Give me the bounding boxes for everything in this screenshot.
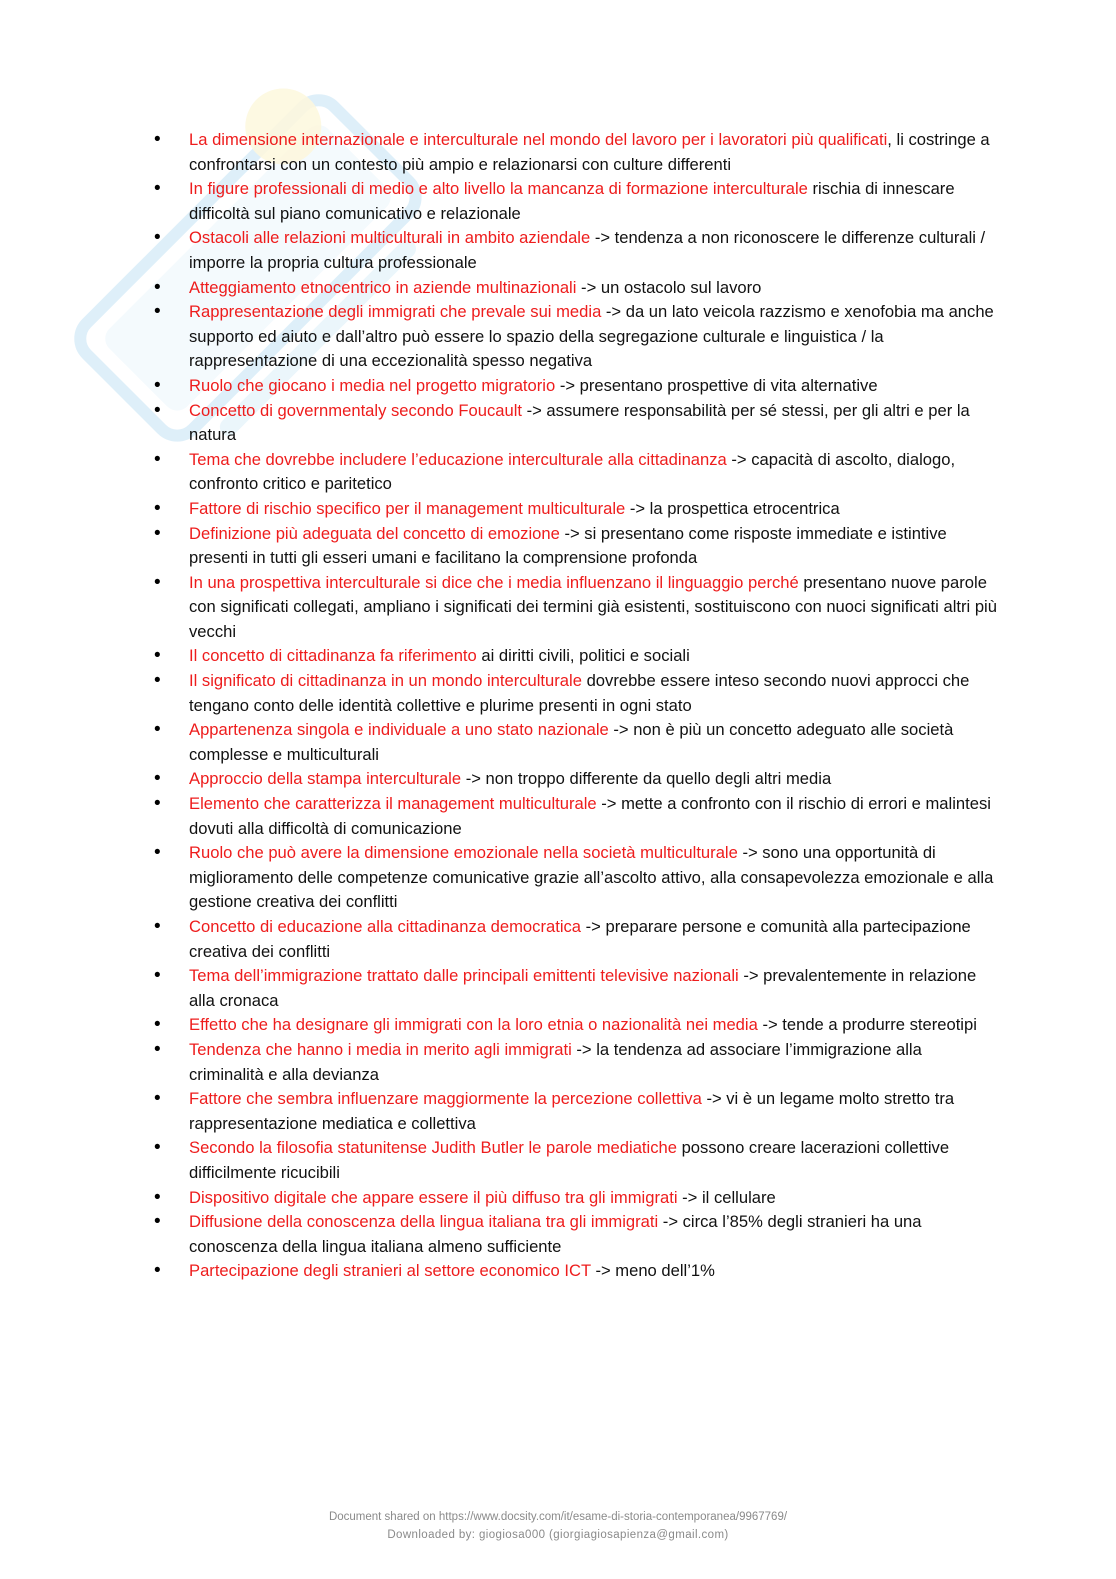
list-item bbox=[150, 718, 1000, 767]
item-answer: rischia di innescare difficoltà sul piano comunicativo e relazionale bbox=[189, 179, 955, 223]
item-question: Appartenenza singola e individuale a uno stato nazionale bbox=[189, 720, 609, 740]
bullet-list bbox=[150, 128, 1000, 1284]
item-answer: -> il cellulare bbox=[677, 1187, 776, 1207]
item-answer: , li costringe a confrontarsi con un contesto più ampio e relazionarsi con culture differenti bbox=[189, 130, 990, 174]
item-answer: -> da un lato veicola razzismo e xenofobia ma anche supporto ed aiuto e dall’altro può essere lo spazio della segregazione culturale e linguistica / la rappresentazione di una eccezionalità spesso negativa bbox=[189, 302, 994, 371]
item-question: La dimensione internazionale e interculturale nel mondo del lavoro per i lavoratori più qualificati bbox=[189, 130, 888, 149]
list-item bbox=[150, 1210, 1000, 1259]
item-answer: -> un ostacolo sul lavoro bbox=[576, 277, 762, 297]
list-item bbox=[150, 276, 1000, 301]
list-item bbox=[150, 1038, 1000, 1087]
item-question: Ruolo che può avere la dimensione emozionale nella società multiculturale bbox=[189, 843, 738, 863]
item-answer: -> la prospettica etrocentrica bbox=[625, 498, 840, 518]
item-question: Tendenza che hanno i media in merito agli immigrati bbox=[189, 1039, 572, 1059]
item-question: Il significato di cittadinanza in un mondo interculturale bbox=[189, 671, 582, 691]
item-answer: -> presentano prospettive di vita alternative bbox=[555, 375, 878, 395]
item-answer: -> capacità di ascolto, dialogo, confronto critico e paritetico bbox=[189, 449, 956, 494]
item-question: Concetto di educazione alla cittadinanza democratica bbox=[189, 917, 582, 936]
item-question: Effetto che ha designare gli immigrati con la loro etnia o nazionalità nei media bbox=[189, 1015, 758, 1035]
list-item bbox=[150, 767, 1000, 792]
item-question: Dispositivo digitale che appare essere il più diffuso tra gli immigrati bbox=[189, 1187, 678, 1207]
item-answer: -> non è più un concetto adeguato alle società complesse e multiculturali bbox=[189, 720, 954, 764]
item-question: Fattore di rischio specifico per il management multiculturale bbox=[189, 498, 626, 518]
item-answer: -> preparare persone e comunità alla partecipazione creativa dei conflitti bbox=[189, 917, 971, 961]
item-answer: -> assumere responsabilità per sé stessi, per gli altri e per la natura bbox=[189, 400, 970, 445]
list-item bbox=[150, 841, 1000, 915]
item-question: Approccio della stampa interculturale bbox=[189, 769, 462, 789]
item-question: Secondo la filosofia statunitense Judith Butler le parole mediatiche bbox=[189, 1138, 677, 1158]
list-item bbox=[150, 300, 1000, 374]
list-item bbox=[150, 226, 1000, 275]
item-question: Il concetto di cittadinanza fa riferimento bbox=[189, 646, 477, 666]
list-item bbox=[150, 571, 1000, 645]
list-item bbox=[150, 669, 1000, 718]
item-question: Partecipazione degli stranieri al settore economico ICT bbox=[189, 1261, 591, 1281]
item-question: Atteggiamento etnocentrico in aziende multinazionali bbox=[189, 277, 577, 297]
item-question: Tema che dovrebbe includere l’educazione interculturale alla cittadinanza bbox=[189, 449, 727, 469]
item-answer: -> meno dell’1% bbox=[590, 1261, 715, 1281]
list-item bbox=[150, 128, 1000, 177]
item-answer: -> circa l’85% degli stranieri ha una conoscenza della lingua italiana almeno sufficiente bbox=[189, 1212, 922, 1256]
item-question: Elemento che caratterizza il management multiculturale bbox=[189, 794, 597, 814]
list-item bbox=[150, 1013, 1000, 1038]
item-answer: -> la tendenza ad associare l’immigrazione alla criminalità e alla devianza bbox=[189, 1039, 922, 1084]
list-item bbox=[150, 1259, 1000, 1284]
item-question: Rappresentazione degli immigrati che prevale sui media bbox=[189, 302, 602, 322]
item-question: In figure professionali di medio e alto livello la mancanza di formazione interculturale bbox=[189, 179, 808, 199]
list-item bbox=[150, 1186, 1000, 1211]
item-question: Definizione più adeguata del concetto di emozione bbox=[189, 523, 560, 543]
list-item bbox=[150, 522, 1000, 571]
item-answer: -> non troppo differente da quello degli altri media bbox=[461, 769, 832, 789]
list-item bbox=[150, 964, 1000, 1013]
list-item bbox=[150, 399, 1000, 448]
item-answer: possono creare lacerazioni collettive difficilmente ricucibili bbox=[189, 1138, 950, 1182]
item-answer: -> sono una opportunità di miglioramento delle competenze comunicative grazie all’ascolto attivo, alla consapevolezza emozionale e alla gestione creativa dei conflitti bbox=[189, 843, 994, 912]
item-answer: -> tendenza a non riconoscere le differenze culturali / imporre la propria cultura professionale bbox=[189, 228, 986, 272]
list-item bbox=[150, 644, 1000, 669]
footer-shared-link[interactable]: Document shared on https://www.docsity.com/it/esame-di-storia-contemporanea/9967769/ bbox=[328, 1511, 788, 1523]
item-answer: ai diritti civili, politici e sociali bbox=[476, 646, 690, 666]
item-answer: dovrebbe essere inteso secondo nuovi approcci che tengano conto delle identità collettive e plurime presenti in ogni stato bbox=[189, 671, 970, 715]
item-answer: -> vi è un legame molto stretto tra rappresentazione mediatica e collettiva bbox=[189, 1089, 955, 1133]
item-question: Ostacoli alle relazioni multiculturali in ambito aziendale bbox=[189, 228, 591, 248]
list-item bbox=[150, 1087, 1000, 1136]
footer-downloaded-by: Downloaded by: giogiosa000 (giorgiagiosapienza@gmail.com) bbox=[387, 1529, 729, 1541]
list-item bbox=[150, 374, 1000, 399]
list-item bbox=[150, 177, 1000, 226]
item-answer: -> si presentano come risposte immediate e istintive presenti in tutti gli esseri umani e facilitano la comprensione profonda bbox=[189, 523, 947, 568]
item-question: Ruolo che giocano i media nel progetto migratorio bbox=[189, 375, 556, 395]
list-item bbox=[150, 1136, 1000, 1185]
item-answer: presentano nuove parole con significati collegati, ampliano i significati dei termini già esistenti, sostituiscono con nuoci significati altri più vecchi bbox=[189, 572, 997, 641]
list-item bbox=[150, 792, 1000, 841]
item-question: Tema dell’immigrazione trattato dalle principali emittenti televisive nazionali bbox=[189, 966, 739, 986]
list-item bbox=[150, 915, 1000, 964]
item-answer: -> prevalentemente in relazione alla cronaca bbox=[189, 966, 977, 1010]
list-item bbox=[150, 497, 1000, 522]
item-question: Fattore che sembra influenzare maggiormente la percezione collettiva bbox=[189, 1089, 702, 1109]
item-question: Diffusione della conoscenza della lingua italiana tra gli immigrati bbox=[189, 1212, 659, 1232]
item-question: Concetto di governmentaly secondo Foucault bbox=[189, 400, 522, 420]
item-answer: -> mette a confronto con il rischio di errori e malintesi dovuti alla difficoltà di comunicazione bbox=[189, 794, 991, 838]
item-answer: -> tende a produrre stereotipi bbox=[757, 1015, 977, 1035]
list-item bbox=[150, 448, 1000, 497]
item-question: In una prospettiva interculturale si dice che i media influenzano il linguaggio perché bbox=[189, 572, 799, 592]
